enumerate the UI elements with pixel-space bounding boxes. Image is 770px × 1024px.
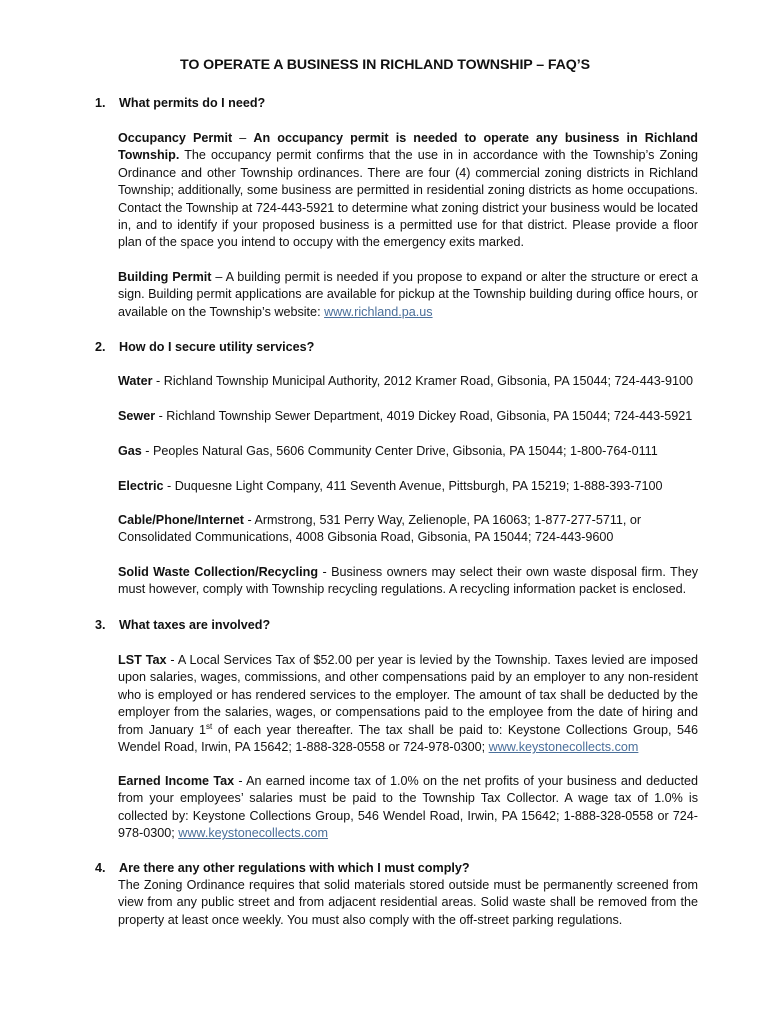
electric-service xyxy=(118,478,698,495)
electric-text: - Duquesne Light Company, 411 Seventh Avenue, Pittsburgh, PA 15219; 1-888-393-7100 xyxy=(163,479,663,493)
electric-label: Electric xyxy=(118,479,164,493)
occupancy-permit-sep: – xyxy=(232,131,254,145)
question-1 xyxy=(95,95,265,112)
water-label: Water xyxy=(118,374,153,388)
sewer-text: - Richland Township Sewer Department, 4019 Dickey Road, Gibsonia, PA 15044; 724-443-5921 xyxy=(155,409,693,423)
question-4-number: 4. xyxy=(95,861,106,875)
lst-tax-paragraph xyxy=(118,652,698,756)
question-4 xyxy=(95,860,470,877)
waste-service xyxy=(118,564,698,599)
gas-service xyxy=(118,443,698,460)
question-3-text: What taxes are involved? xyxy=(119,618,271,632)
question-3 xyxy=(95,617,270,634)
regulations-paragraph xyxy=(118,877,698,929)
occupancy-permit-label: Occupancy Permit xyxy=(118,131,233,145)
building-permit-text: – A building permit is needed if you propose to expand or alter the structure or erect a sign. Building permit applications are available for pickup at the Township building during office hours, or available on the Township’s website: xyxy=(118,270,698,319)
richland-website-link[interactable]: www.richland.pa.us xyxy=(324,304,433,319)
keystone-link-lst[interactable]: www.keystonecollects.com xyxy=(488,740,639,755)
cable-service xyxy=(118,512,698,547)
waste-text: - Business owners may select their own waste disposal firm. They must however, comply with Township recycling regulations. A recycling information packet is enclosed. xyxy=(118,565,698,597)
question-2 xyxy=(95,339,314,356)
gas-label: Gas xyxy=(118,444,142,458)
lst-tax-sup: st xyxy=(206,721,213,731)
regulations-text: The Zoning Ordinance requires that solid materials stored outside must be permanently screened from view from any public street and from adjacent residential areas. Solid waste shall be removed from the property at least once weekly. You must also comply with the off-street parking regulations. xyxy=(118,878,698,927)
water-text: - Richland Township Municipal Authority, 2012 Kramer Road, Gibsonia, PA 15044; 724-443-9100 xyxy=(152,374,693,388)
water-service xyxy=(118,373,698,390)
building-permit-paragraph xyxy=(118,269,698,321)
cable-label: Cable/Phone/Internet xyxy=(118,513,244,527)
occupancy-permit-text: The occupancy permit confirms that the use in in accordance with the Township’s Zoning Ordinance and other Township ordinances. There are four (4) commercial zoning districts in Richland Township; additionally, some business are permitted in residential zoning districts as home occupations. Contact the Township at 724-443-5921 to determine what zoning district your business would be located in, and to identify if your proposed business is a permitted use for that district. Please provide a floor plan of the space you intend to occupy with the emergency exits marked. xyxy=(118,148,698,250)
lst-tax-text-b: of each year thereafter. The tax shall be paid to: Keystone Collections Group, 546 Wendel Road, Irwin, PA 15642; 1-888-328-0558 or 724-978-0300; xyxy=(118,722,698,755)
keystone-link-eit[interactable]: www.keystonecollects.com xyxy=(178,826,329,841)
gas-text: - Peoples Natural Gas, 5606 Community Center Drive, Gibsonia, PA 15044; 1-800-764-0111 xyxy=(141,444,658,458)
question-4-text: Are there any other regulations with which I must comply? xyxy=(119,861,470,875)
earned-income-tax-paragraph xyxy=(118,773,698,843)
question-1-text: What permits do I need? xyxy=(119,96,266,110)
lst-tax-label: LST Tax xyxy=(118,653,167,667)
earned-income-tax-text: - An earned income tax of 1.0% on the net profits of your business and deducted from your employees’ salaries must be paid to the Township Tax Collector. A wage tax of 1.0% is collected by: Keystone Collections Group, 546 Wendel Road, Irwin, PA 15642; 1-888-328-0558 or 724-978-0300; xyxy=(118,774,698,841)
occupancy-permit-paragraph xyxy=(118,130,698,252)
question-1-number: 1. xyxy=(95,96,106,110)
page-title: TO OPERATE A BUSINESS IN RICHLAND TOWNSHIP – FAQ’S xyxy=(180,57,590,73)
lst-tax-text-a: - A Local Services Tax of $52.00 per year is levied by the Township. Taxes levied are imposed upon salaries, wages, commissions, and other compensations paid by an employer to any non-resident who is employed or has rendered services to the employer. The amount of tax shall be deducted by the employer from the salaries, wages, or compensations paid to the employee from the date of hiring and from January 1 xyxy=(118,653,698,737)
waste-label: Solid Waste Collection/Recycling xyxy=(118,565,319,579)
occupancy-permit-bold: An occupancy permit is needed to operate any business in Richland Township. xyxy=(118,131,698,163)
building-permit-label: Building Permit xyxy=(118,270,212,284)
question-2-text: How do I secure utility services? xyxy=(119,340,315,354)
question-2-number: 2. xyxy=(95,340,106,354)
cable-text: - Armstrong, 531 Perry Way, Zelienople, PA 16063; 1-877-277-5711, or Consolidated Communications, 4008 Gibsonia Road, Gibsonia, PA 15044; 724-443-9600 xyxy=(118,513,642,545)
sewer-label: Sewer xyxy=(118,409,156,423)
earned-income-tax-label: Earned Income Tax xyxy=(118,774,235,788)
sewer-service xyxy=(118,408,698,425)
question-3-number: 3. xyxy=(95,618,106,632)
